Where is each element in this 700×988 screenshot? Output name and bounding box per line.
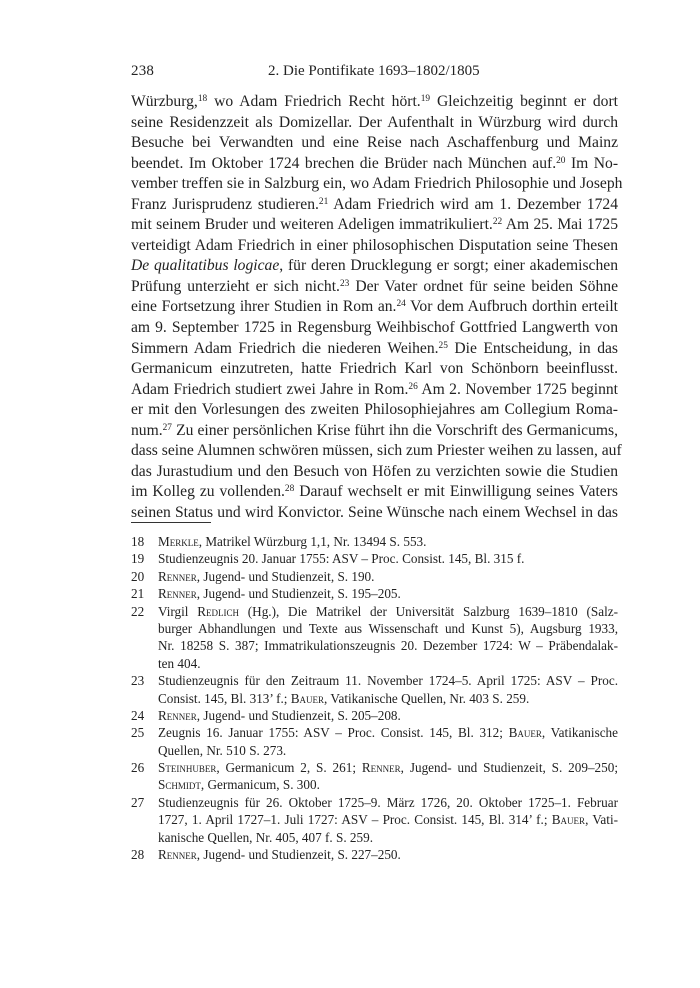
footnote-line bbox=[131, 829, 618, 846]
text-run: Adam Friedrich studiert zwei Jahre in Rom. bbox=[131, 380, 409, 398]
footnote-line bbox=[131, 637, 618, 654]
body-line bbox=[131, 174, 623, 195]
body-line bbox=[131, 154, 618, 175]
text-run: Studienzeugnis 20. Januar 1755: ASV – Proc. Consist. 145, Bl. 315 f. bbox=[158, 551, 525, 567]
footnote-line bbox=[131, 603, 618, 620]
text-run: , Vati- bbox=[585, 812, 618, 828]
body-line bbox=[131, 318, 618, 339]
body-line bbox=[131, 482, 618, 503]
text-run: , für deren Drucklegung er sorgt; einer akademischen bbox=[279, 257, 618, 275]
text-run: num. bbox=[131, 421, 163, 439]
text-run: mit seinem Bruder und weiteren Adeligen immatrikuliert. bbox=[131, 216, 493, 234]
footnote-line bbox=[131, 690, 618, 707]
footnote-line bbox=[131, 742, 618, 759]
footnote-ref: 18 bbox=[197, 93, 208, 104]
body-line bbox=[131, 400, 618, 421]
footnote-line bbox=[131, 672, 618, 689]
footnote-number: 19 bbox=[131, 551, 145, 567]
text-run: seine Residenzzeit als Domizellar. Der Aufenthalt in Würzburg wird durch bbox=[131, 113, 618, 131]
text-run: Germanicum einzutreten, hatte Friedrich Karl von Schönborn beeinflusst. bbox=[131, 360, 618, 378]
footnote-ref: 25 bbox=[438, 340, 448, 351]
author-name: Bauer bbox=[290, 690, 325, 706]
footnote bbox=[131, 585, 618, 602]
body-text bbox=[131, 92, 623, 523]
footnote-number: 21 bbox=[131, 586, 145, 602]
body-line bbox=[131, 195, 618, 216]
footnote-line bbox=[131, 846, 618, 863]
text-run: Consist. 145, Bl. 313’ f.; bbox=[158, 690, 291, 706]
footnote bbox=[131, 672, 618, 707]
footnote-line bbox=[131, 811, 618, 828]
text-run: (Hg.), Die Matrikel der Universität Salzburg 1639–1810 (Salz- bbox=[239, 603, 618, 619]
footnote-number: 18 bbox=[131, 534, 145, 549]
footnote-line bbox=[131, 794, 618, 811]
text-run: Die Entscheidung, in das bbox=[447, 339, 618, 357]
text-run: burger Abhandlungen und Texte aus Wissenschaft und Kunst 5), Augsburg 1933, bbox=[158, 620, 618, 636]
footnote-ref: 20 bbox=[556, 155, 566, 166]
text-run: , Jugend- und Studienzeit, S. 190. bbox=[196, 568, 375, 584]
text-run: , Jugend- und Studienzeit, S. 195–205. bbox=[196, 586, 401, 602]
text-run: seinen Status und wird Konvictor. Seine Wünsche nach einem Wechsel in das bbox=[131, 503, 618, 521]
author-name: Bauer bbox=[551, 812, 586, 828]
footnote-line bbox=[131, 776, 618, 793]
footnote-ref: 24 bbox=[396, 299, 406, 310]
text-run: Franz Jurisprudenz studieren. bbox=[131, 195, 319, 213]
text-run: wo Adam Friedrich Recht hört. bbox=[207, 93, 421, 110]
footnote-ref: 21 bbox=[318, 196, 329, 207]
footnote bbox=[131, 568, 618, 585]
text-run: Quellen, Nr. 510 S. 273. bbox=[158, 742, 287, 758]
page-number: 238 bbox=[131, 63, 155, 79]
text-run: das Jurastudium und den Besuch von Höfen zu verzichten sowie die Studien bbox=[131, 462, 618, 480]
author-name: Bauer bbox=[508, 725, 542, 741]
footnote-ref: 23 bbox=[339, 278, 350, 289]
body-line bbox=[131, 236, 618, 257]
text-run: er mit den Vorlesungen des zweiten Philosophiejahres am Collegium Roma- bbox=[131, 401, 618, 419]
text-run: , Jugend- und Studienzeit, S. 209–250; bbox=[400, 760, 618, 776]
footnote-line bbox=[131, 759, 618, 776]
body-line bbox=[131, 503, 618, 524]
text-run: Virgil bbox=[158, 603, 198, 619]
author-name: Merkle bbox=[158, 534, 199, 549]
body-line bbox=[131, 215, 618, 236]
footnote-line bbox=[131, 620, 618, 637]
footnote-line bbox=[131, 724, 618, 741]
body-line bbox=[131, 113, 618, 134]
body-line bbox=[131, 380, 618, 401]
footnote bbox=[131, 794, 618, 846]
text-run: ten 404. bbox=[158, 655, 201, 671]
author-name: Renner bbox=[361, 760, 401, 776]
text-run: Prüfung unterzieht er sich nicht. bbox=[131, 277, 340, 295]
body-line bbox=[131, 133, 618, 154]
footnote bbox=[131, 759, 618, 794]
text-run: , Matrikel Würzburg 1,1, Nr. 13494 S. 553. bbox=[198, 534, 427, 549]
body-line bbox=[131, 277, 618, 298]
body-line bbox=[131, 92, 618, 113]
footnote-number: 28 bbox=[131, 847, 145, 863]
footnote-line bbox=[131, 655, 618, 672]
text-run: Studienzeugnis für 26. Oktober 1725–9. März 1726, 20. Oktober 1725–1. Februar bbox=[158, 794, 618, 810]
footnote bbox=[131, 533, 618, 550]
text-run: , Germanicum, S. 300. bbox=[200, 777, 320, 793]
running-head: 2. Die Pontifikate 1693–1802/1805 bbox=[268, 63, 480, 79]
footnote bbox=[131, 846, 618, 863]
text-run: Am 25. Mai 1725 bbox=[502, 216, 618, 234]
text-run: , Jugend- und Studienzeit, S. 205–208. bbox=[196, 707, 401, 723]
author-name: Redlich bbox=[197, 603, 240, 619]
footnote bbox=[131, 550, 618, 567]
footnote-line bbox=[131, 568, 618, 585]
footnote-number: 22 bbox=[131, 603, 145, 619]
text-run: dass seine Alumnen schwören müssen, sich zum Priester weihen zu lassen, auf bbox=[131, 442, 622, 460]
author-name: Steinhuber bbox=[158, 760, 217, 776]
body-line bbox=[131, 339, 618, 360]
italic-title: De qualitatibus logicae bbox=[131, 257, 280, 275]
footnote bbox=[131, 603, 618, 673]
text-run: Vor dem Aufbruch dorthin erteilt bbox=[405, 298, 618, 316]
text-run: Zeugnis 16. Januar 1755: ASV – Proc. Consist. 145, Bl. 312; bbox=[158, 725, 509, 741]
footnote-number: 24 bbox=[131, 707, 145, 723]
body-line bbox=[131, 462, 618, 483]
body-line bbox=[131, 359, 618, 380]
text-run: Nr. 18258 S. 387; Immatrikulationszeugnis 20. Dezember 1724: W – Präbendalak- bbox=[158, 638, 618, 654]
footnote bbox=[131, 707, 618, 724]
body-line bbox=[131, 421, 618, 442]
text-run: Studienzeugnis für den Zeitraum 11. November 1724–5. April 1725: ASV – Proc. bbox=[158, 673, 618, 689]
text-run: Zu einer persönlichen Krise führt ihn die Vorschrift des Germanicums, bbox=[171, 421, 618, 439]
text-run: am 9. September 1725 in Regensburg Weihbischof Gottfried Langwerth von bbox=[131, 319, 618, 337]
text-run: vember treffen sie in Salzburg ein, wo Adam Friedrich Philosophie und Joseph bbox=[131, 175, 623, 193]
footnote-line bbox=[131, 707, 618, 724]
text-run: Darauf wechselt er mit Einwilligung seines Vaters bbox=[294, 483, 618, 501]
author-name: Renner bbox=[158, 586, 197, 602]
text-run: beendet. Im Oktober 1724 brechen die Brüder nach München auf. bbox=[131, 154, 557, 172]
footnote-ref: 27 bbox=[162, 422, 172, 433]
footnote-ref: 26 bbox=[408, 381, 418, 392]
text-run: Im No- bbox=[565, 154, 619, 172]
text-run: Besuche bei Verwandten und eine Reise nach Aschaffenburg und Mainz bbox=[131, 134, 618, 152]
text-run: eine Fortsetzung ihrer Studien in Rom an. bbox=[131, 298, 397, 316]
footnote-ref: 28 bbox=[284, 484, 295, 495]
footnote-number: 25 bbox=[131, 725, 145, 741]
author-name: Renner bbox=[158, 707, 197, 723]
body-line bbox=[131, 441, 622, 462]
text-run: 1727, 1. April 1727–1. Juli 1727: ASV – Proc. Consist. 145, Bl. 314’ f.; bbox=[158, 812, 552, 828]
text-run: Am 2. November 1725 beginnt bbox=[417, 380, 618, 398]
text-run: , Vatikanische Quellen, Nr. 403 S. 259. bbox=[324, 690, 530, 706]
body-line bbox=[131, 297, 618, 318]
footnote-number: 27 bbox=[131, 794, 145, 810]
author-name: Renner bbox=[158, 568, 197, 584]
author-name: Renner bbox=[158, 847, 197, 863]
text-run: kanische Quellen, Nr. 405, 407 f. S. 259. bbox=[158, 829, 373, 845]
text-run: Gleichzeitig beginnt er dort bbox=[430, 93, 618, 110]
footnotes bbox=[131, 533, 618, 863]
footnote-line bbox=[131, 585, 618, 602]
text-run: , Vatikanische bbox=[541, 725, 618, 741]
footnote-line bbox=[131, 550, 618, 567]
author-name: Schmidt bbox=[158, 777, 201, 793]
footnote-number: 26 bbox=[131, 760, 145, 776]
text-run: , Jugend- und Studienzeit, S. 227–250. bbox=[196, 847, 401, 863]
text-run: verteidigt Adam Friedrich in einer philosophischen Disputation seine Thesen bbox=[131, 236, 618, 254]
footnote-number: 23 bbox=[131, 673, 145, 689]
footnote-line bbox=[131, 533, 618, 550]
text-run: Simmern Adam Friedrich die niederen Weihen. bbox=[131, 339, 439, 357]
text-run: , Germanicum 2, S. 261; bbox=[216, 760, 362, 776]
footnote-divider bbox=[131, 522, 211, 523]
body-line bbox=[131, 256, 618, 277]
text-run: Adam Friedrich wird am 1. Dezember 1724 bbox=[328, 195, 618, 213]
text-run: im Kolleg zu vollenden. bbox=[131, 483, 285, 501]
footnote-ref: 19 bbox=[420, 93, 431, 104]
footnote bbox=[131, 724, 618, 759]
text-run: Der Vater ordnet für seine beiden Söhne bbox=[349, 277, 618, 295]
footnote-number: 20 bbox=[131, 568, 145, 584]
footnote-ref: 22 bbox=[492, 217, 503, 228]
text-run: Würzburg, bbox=[131, 93, 198, 110]
